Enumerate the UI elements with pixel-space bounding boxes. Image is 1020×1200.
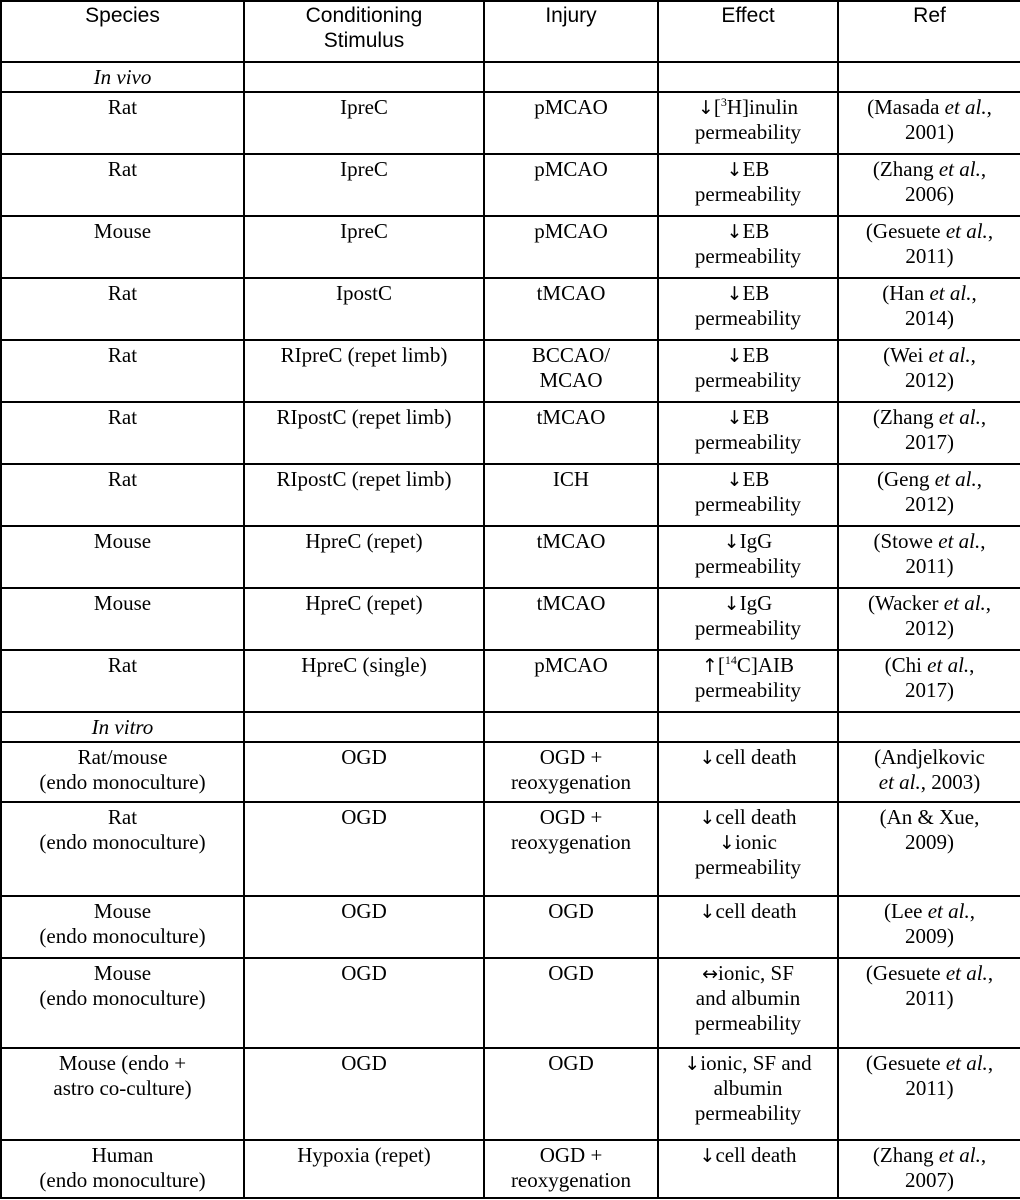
injury-cell: pMCAO xyxy=(484,216,658,278)
stimulus-cell: RIpreC (repet limb) xyxy=(244,340,484,402)
species-cell: Rat xyxy=(1,92,244,154)
effect-cell: ↓EB permeability xyxy=(658,278,838,340)
injury-cell: tMCAO xyxy=(484,588,658,650)
injury-cell: OGD + reoxygenation xyxy=(484,802,658,896)
stimulus-cell: HpreC (single) xyxy=(244,650,484,712)
injury-cell: OGD xyxy=(484,1048,658,1140)
ref-cell: (Zhang et al., 2006) xyxy=(838,154,1020,216)
effect-cell: ↓EB permeability xyxy=(658,154,838,216)
section-label-in-vitro: In vitro xyxy=(1,712,244,742)
section-label-in-vivo: In vivo xyxy=(1,62,244,92)
table-row xyxy=(1,216,1020,278)
stimulus-cell: HpreC (repet) xyxy=(244,588,484,650)
effect-cell: ↔ionic, SF and albumin permeability xyxy=(658,958,838,1048)
species-cell: Rat xyxy=(1,464,244,526)
table-row xyxy=(1,154,1020,216)
table-row xyxy=(1,1048,1020,1140)
section-row-in-vitro xyxy=(1,712,1020,742)
stimulus-cell: IpostC xyxy=(244,278,484,340)
table-row xyxy=(1,278,1020,340)
empty-cell xyxy=(244,62,484,92)
effect-cell: ↓cell death xyxy=(658,896,838,958)
species-cell: Rat xyxy=(1,340,244,402)
stimulus-cell: IpreC xyxy=(244,92,484,154)
injury-cell: OGD + reoxygenation xyxy=(484,742,658,802)
species-cell: Mouse (endo + astro co-culture) xyxy=(1,1048,244,1140)
table-row xyxy=(1,1140,1020,1198)
ref-cell: (Geng et al., 2012) xyxy=(838,464,1020,526)
ref-cell: (Wacker et al., 2012) xyxy=(838,588,1020,650)
header-effect: Effect xyxy=(658,1,838,62)
injury-cell: pMCAO xyxy=(484,154,658,216)
empty-cell xyxy=(484,712,658,742)
stimulus-cell: OGD xyxy=(244,802,484,896)
ref-cell: (Chi et al., 2017) xyxy=(838,650,1020,712)
stimulus-cell: IpreC xyxy=(244,216,484,278)
stimulus-cell: HpreC (repet) xyxy=(244,526,484,588)
species-cell: Mouse (endo monoculture) xyxy=(1,896,244,958)
ref-cell: (Masada et al., 2001) xyxy=(838,92,1020,154)
empty-cell xyxy=(838,712,1020,742)
section-row-in-vivo xyxy=(1,62,1020,92)
empty-cell xyxy=(658,62,838,92)
injury-cell: OGD + reoxygenation xyxy=(484,1140,658,1198)
table-row xyxy=(1,464,1020,526)
species-cell: Mouse xyxy=(1,216,244,278)
ref-cell: (An & Xue, 2009) xyxy=(838,802,1020,896)
table-row xyxy=(1,650,1020,712)
empty-cell xyxy=(658,712,838,742)
table-row xyxy=(1,896,1020,958)
effect-cell: ↓IgG permeability xyxy=(658,526,838,588)
stimulus-cell: RIpostC (repet limb) xyxy=(244,464,484,526)
table-row xyxy=(1,802,1020,896)
species-cell: Mouse (endo monoculture) xyxy=(1,958,244,1048)
species-cell: Mouse xyxy=(1,588,244,650)
injury-cell: OGD xyxy=(484,896,658,958)
empty-cell xyxy=(838,62,1020,92)
table-row xyxy=(1,92,1020,154)
ref-cell: (Gesuete et al., 2011) xyxy=(838,216,1020,278)
species-cell: Mouse xyxy=(1,526,244,588)
ref-cell: (Lee et al., 2009) xyxy=(838,896,1020,958)
stimulus-cell: OGD xyxy=(244,896,484,958)
stimulus-cell: RIpostC (repet limb) xyxy=(244,402,484,464)
table-row xyxy=(1,526,1020,588)
table-row xyxy=(1,742,1020,802)
injury-cell: BCCAO/ MCAO xyxy=(484,340,658,402)
injury-cell: tMCAO xyxy=(484,278,658,340)
empty-cell xyxy=(484,62,658,92)
effect-cell: ↓ionic, SF and albumin permeability xyxy=(658,1048,838,1140)
ref-cell: (Han et al., 2014) xyxy=(838,278,1020,340)
table-row xyxy=(1,958,1020,1048)
header-row xyxy=(1,1,1020,62)
table-row xyxy=(1,588,1020,650)
species-cell: Rat xyxy=(1,154,244,216)
effect-cell: ↑[$^{14}$C]AIB permeability xyxy=(658,650,838,712)
injury-cell: pMCAO xyxy=(484,92,658,154)
injury-cell: pMCAO xyxy=(484,650,658,712)
injury-cell: tMCAO xyxy=(484,526,658,588)
species-cell: Rat (endo monoculture) xyxy=(1,802,244,896)
stimulus-cell: IpreC xyxy=(244,154,484,216)
effect-cell: ↓cell death xyxy=(658,742,838,802)
effect-cell: ↓EB permeability xyxy=(658,464,838,526)
ref-cell: (Zhang et al., 2017) xyxy=(838,402,1020,464)
species-cell: Rat/mouse (endo monoculture) xyxy=(1,742,244,802)
effect-cell: ↓EB permeability xyxy=(658,402,838,464)
effect-cell: ↓cell death xyxy=(658,1140,838,1198)
header-conditioning-stimulus: Conditioning Stimulus xyxy=(244,1,484,62)
species-cell: Rat xyxy=(1,278,244,340)
table-row xyxy=(1,340,1020,402)
effect-cell: ↓EB permeability xyxy=(658,340,838,402)
stimulus-cell: OGD xyxy=(244,958,484,1048)
stimulus-cell: OGD xyxy=(244,742,484,802)
species-cell: Rat xyxy=(1,402,244,464)
stimulus-cell: Hypoxia (repet) xyxy=(244,1140,484,1198)
effect-cell: ↓IgG permeability xyxy=(658,588,838,650)
header-ref: Ref xyxy=(838,1,1020,62)
ref-cell: (Andjelkovic et al., 2003) xyxy=(838,742,1020,802)
species-cell: Human (endo monoculture) xyxy=(1,1140,244,1198)
effect-cell: ↓cell death ↓ionic permeability xyxy=(658,802,838,896)
header-species: Species xyxy=(1,1,244,62)
ref-cell: (Stowe et al., 2011) xyxy=(838,526,1020,588)
species-cell: Rat xyxy=(1,650,244,712)
header-injury: Injury xyxy=(484,1,658,62)
ref-cell: (Gesuete et al., 2011) xyxy=(838,958,1020,1048)
effect-cell: ↓EB permeability xyxy=(658,216,838,278)
ref-cell: (Gesuete et al., 2011) xyxy=(838,1048,1020,1140)
stimulus-cell: OGD xyxy=(244,1048,484,1140)
table-row xyxy=(1,402,1020,464)
injury-cell: OGD xyxy=(484,958,658,1048)
ref-cell: (Zhang et al., 2007) xyxy=(838,1140,1020,1198)
injury-cell: tMCAO xyxy=(484,402,658,464)
ref-cell: (Wei et al., 2012) xyxy=(838,340,1020,402)
effect-cell: ↓[$^3$H]inulin permeability xyxy=(658,92,838,154)
injury-cell: ICH xyxy=(484,464,658,526)
empty-cell xyxy=(244,712,484,742)
